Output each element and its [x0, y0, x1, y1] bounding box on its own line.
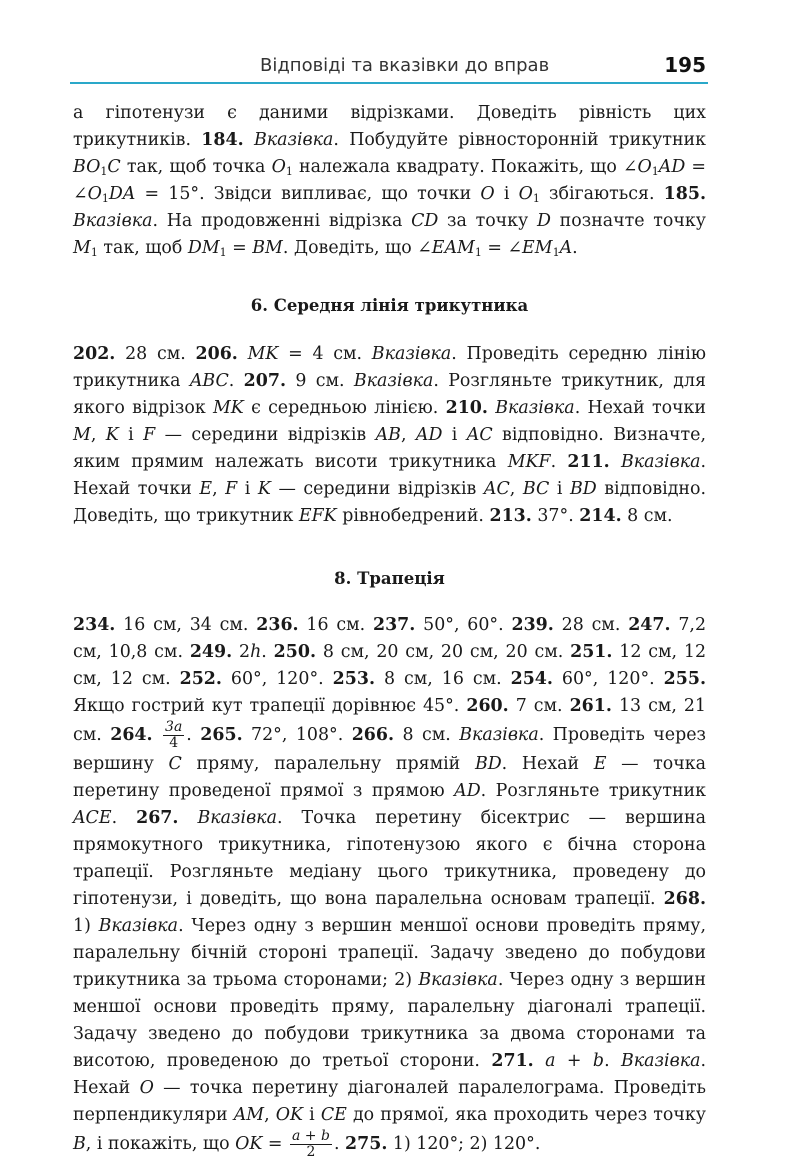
page-header	[70, 50, 708, 84]
fraction-3a-over-4: $\frac{3a}{4}$	[165, 719, 183, 751]
section-title-midline: 6. Середня лінія трикутника	[250, 296, 529, 315]
answers-paragraph-section-8: 234. 16 см, 34 см. 236. 16 см. 237. 50°, 60°. 239. 28 см. 247. 7,2 см, 10,8 см. 249. 2h. 250. 8 см, 20 см, 20 см, 20 см. 251. 12 см, 12 см, 12 см. 252. 60°, 120°. 253. 8 см, 16 см. 254. 60°, 120°. 255. Якщо гострий кут трапеції дорівнює 45°. 260. 7 см. 261. 13 см, 21 см. 264. $\frac{3a}{4}$ . 265. 72°, 108°. 266. 8 см. Вказівка. Проведіть через вершину C пряму, паралельну прямій BD. Нехай E — точка перетину проведеної прямої з прямою AD. Розгляньте трикутник ACE. 267. Вказівка. Точка перетину бісектрис — вершина прямокутного трикутника, гіпотенузою якого є бічна сторона трапеції. Розгляньте медіану цього трикутника, проведену до гіпотенузи, і доведіть, що вона паралельна основам трапеції. 268. 1) Вказівка. Через одну з вершин меншої основи проведіть пряму, паралельну бічній стороні трапеції. Задачу зведено до побудови трикутника за трьома сторонами; 2) Вказівка. Через одну з вершин меншої основи проведіть пряму, паралельну діагоналі трапеції. Задачу зведено до побудови трикутника за двома сторонами та висотою, проведеною до третьої сторони. 271. a + b. Вказівка. Нехай O — точка перетину діагоналей паралелограма. Проведіть перпендикуляри AM, OK і CE до прямої, яка проходить через точку B, і покажіть, що OK = $\frac{a + b}{2}$ . 275. 1) 120°; 2) 120°.	[73, 615, 707, 1160]
page-number: 195	[664, 53, 706, 77]
page-content	[73, 100, 706, 1160]
section-title-trapezoid: 8. Трапеція	[334, 569, 445, 588]
answers-paragraph-184-185: а гіпотенузи є даними відрізками. Доведіть рівність цих трикутників. 184. Вказівка. Побудуйте рівносторонній трикутник $BO_1C$ так, щоб точка $O_1$ належала квадрату. Покажіть, що $\angle O_1AD$ = $\angle O_1DA = 15^\circ$. Звідси випливає, що точки O і $O_1$ збігаються. 185. Вказівка. На продовженні відрізка CD за точку D позначте точку $M_1$ так, щоб $DM_1$ = BM. Доведіть, що $\angle EAM_1$ = $\angle EM_1A$.	[73, 103, 707, 259]
fraction-a-plus-b-over-2: $\frac{a + b}{2}$	[292, 1128, 330, 1160]
answers-paragraph-section-6: 202. 28 см. 206. MK = 4 см. Вказівка. Проведіть середню лінію трикутника ABC. 207. 9 см. Вказівка. Розгляньте трикутник, для якого відрізок MK є середньою лінією. 210. Вказівка. Нехай точки M, K і F — середини відрізків AB, AD і AC відповідно. Визначте, яким прямим належать висоти трикутника MKF. 211. Вказівка. Нехай точки E, F і K — середини відрізків AC, BC і BD відповідно. Доведіть, що трикутник EFK рівнобедрений. 213. 37°. 214. 8 см.	[73, 344, 707, 526]
header-title: Відповіді та вказівки до вправ	[260, 55, 550, 76]
